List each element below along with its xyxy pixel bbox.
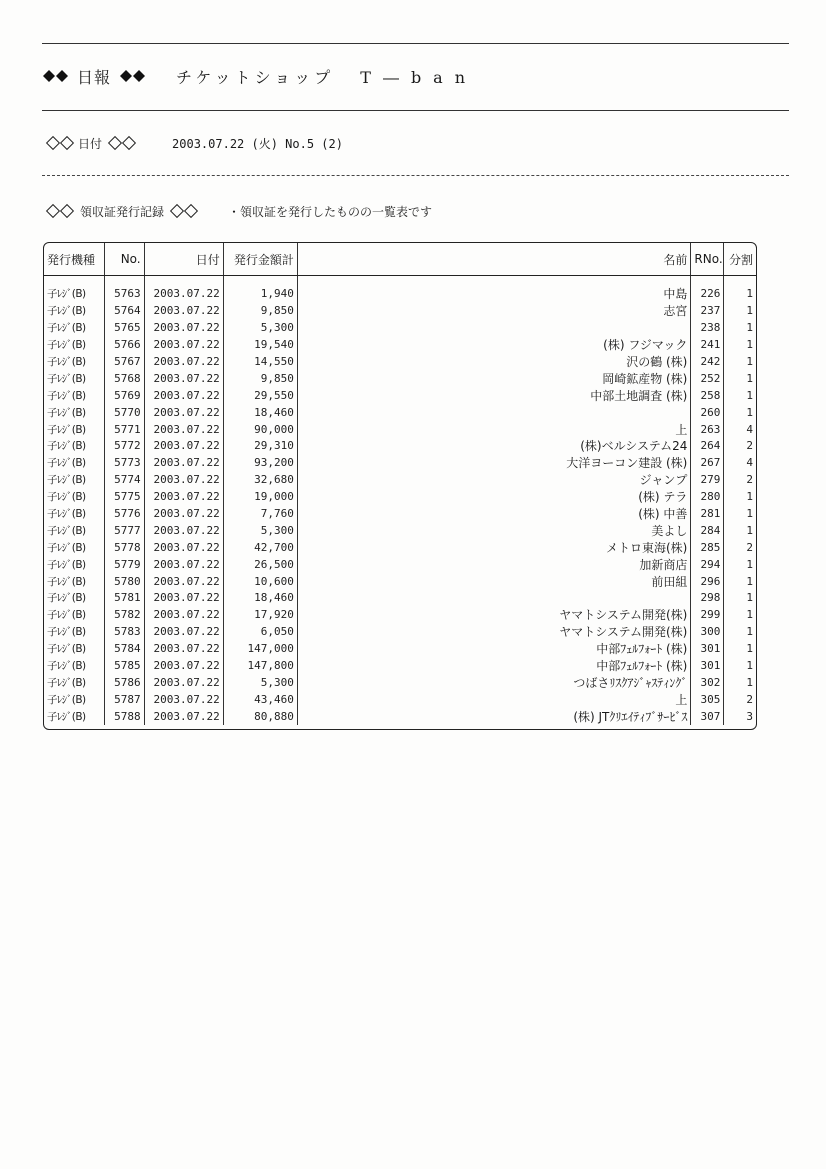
- cell-date: 2003.07.22: [144, 337, 223, 354]
- cell-rno: 301: [691, 658, 724, 675]
- date-label: 日付: [78, 137, 103, 151]
- cell-no: 5780: [104, 573, 144, 590]
- cell-name: [297, 320, 691, 337]
- cell-no: 5782: [104, 607, 144, 624]
- cell-date: 2003.07.22: [144, 455, 223, 472]
- cell-date: 2003.07.22: [144, 303, 223, 320]
- cell-no: 5765: [104, 320, 144, 337]
- cell-kind: 子ﾚｼﾞ(B): [44, 522, 104, 539]
- white-diamond-icon: [46, 205, 74, 219]
- cell-amount: 7,760: [223, 506, 297, 523]
- cell-no: 5781: [104, 590, 144, 607]
- cell-kind: 子ﾚｼﾞ(B): [44, 276, 104, 303]
- cell-amount: 1,940: [223, 276, 297, 303]
- cell-no: 5787: [104, 691, 144, 708]
- cell-no: 5774: [104, 472, 144, 489]
- cell-kind: 子ﾚｼﾞ(B): [44, 438, 104, 455]
- cell-name: 美よし: [297, 522, 691, 539]
- cell-date: 2003.07.22: [144, 658, 223, 675]
- table-row: [44, 506, 756, 523]
- table-row: [44, 438, 756, 455]
- table-row: [44, 276, 756, 303]
- cell-amount: 19,000: [223, 489, 297, 506]
- column-header-amount: 発行金額計: [223, 243, 297, 276]
- cell-date: 2003.07.22: [144, 624, 223, 641]
- report-label: 日報: [77, 67, 112, 87]
- cell-amount: 147,800: [223, 658, 297, 675]
- white-diamond-icon: [46, 137, 74, 151]
- cell-rno: 294: [691, 556, 724, 573]
- cell-name: ヤマトシステム開発(株): [297, 607, 691, 624]
- cell-split: 1: [746, 675, 753, 689]
- cell-split: 2: [746, 540, 753, 554]
- table-row: [44, 708, 756, 725]
- cell-date: 2003.07.22: [144, 506, 223, 523]
- cell-kind: 子ﾚｼﾞ(B): [44, 354, 104, 371]
- date-value: 2003.07.22 (火) No.5 (2): [172, 137, 343, 151]
- cell-no: 5785: [104, 658, 144, 675]
- cell-split: 1: [746, 642, 753, 656]
- table-row: [44, 590, 756, 607]
- cell-split: 1: [746, 355, 753, 368]
- column-header-name: 名前: [297, 243, 691, 276]
- cell-kind: 子ﾚｼﾞ(B): [44, 539, 104, 556]
- table-row: [44, 404, 756, 421]
- shop-name: [176, 65, 477, 88]
- cell-split: 1: [746, 659, 753, 673]
- cell-name: 沢の鶴 (株): [297, 354, 691, 371]
- cell-split: 1: [746, 338, 753, 352]
- cell-rno: 241: [691, 337, 724, 354]
- cell-no: 5764: [104, 303, 144, 320]
- cell-name: (株)ベルシステム24: [297, 438, 691, 455]
- cell-kind: 子ﾚｼﾞ(B): [44, 573, 104, 590]
- cell-date: 2003.07.22: [144, 320, 223, 337]
- cell-rno: 298: [691, 590, 724, 607]
- cell-kind: 子ﾚｼﾞ(B): [44, 489, 104, 506]
- cell-no: 5779: [104, 556, 144, 573]
- cell-name: 中部ﾌｪﾙﾌｫｰﾄ (株): [297, 658, 691, 675]
- cell-date: 2003.07.22: [144, 370, 223, 387]
- cell-rno: 260: [691, 404, 724, 421]
- cell-split: 1: [746, 304, 753, 318]
- table-row: [44, 522, 756, 539]
- cell-date: 2003.07.22: [144, 573, 223, 590]
- cell-rno: 264: [691, 438, 724, 455]
- cell-split: 3: [746, 709, 753, 723]
- cell-no: 5786: [104, 674, 144, 691]
- cell-rno: 238: [691, 320, 724, 337]
- cell-split: 1: [746, 591, 753, 605]
- cell-amount: 10,600: [223, 573, 297, 590]
- top-rule: [42, 43, 789, 44]
- cell-name: 中島: [297, 276, 691, 303]
- cell-name: (株) フジマック: [297, 337, 691, 354]
- white-diamond-icon: [108, 137, 136, 151]
- table-body: [44, 276, 756, 726]
- cell-kind: 子ﾚｼﾞ(B): [44, 708, 104, 725]
- cell-rno: 237: [691, 303, 724, 320]
- cell-date: 2003.07.22: [144, 556, 223, 573]
- column-header-split: 分割: [724, 243, 756, 276]
- table-row: [44, 691, 756, 708]
- table-row: [44, 573, 756, 590]
- cell-amount: 42,700: [223, 539, 297, 556]
- cell-kind: 子ﾚｼﾞ(B): [44, 556, 104, 573]
- table-row: [44, 641, 756, 658]
- table-row: [44, 472, 756, 489]
- cell-date: 2003.07.22: [144, 641, 223, 658]
- cell-kind: 子ﾚｼﾞ(B): [44, 472, 104, 489]
- cell-name: 中部土地調査 (株): [297, 387, 691, 404]
- table-row: [44, 556, 756, 573]
- cell-name: [297, 590, 691, 607]
- cell-split: 1: [746, 321, 753, 335]
- cell-split: 1: [746, 371, 753, 385]
- cell-no: 5775: [104, 489, 144, 506]
- cell-kind: 子ﾚｼﾞ(B): [44, 303, 104, 320]
- cell-amount: 90,000: [223, 421, 297, 438]
- table-row: [44, 303, 756, 320]
- cell-kind: 子ﾚｼﾞ(B): [44, 624, 104, 641]
- table-row: [44, 539, 756, 556]
- cell-no: 5769: [104, 387, 144, 404]
- cell-amount: 29,550: [223, 387, 297, 404]
- cell-date: 2003.07.22: [144, 522, 223, 539]
- cell-rno: 305: [691, 691, 724, 708]
- cell-amount: 93,200: [223, 455, 297, 472]
- cell-no: 5777: [104, 522, 144, 539]
- cell-split: 2: [746, 692, 753, 706]
- cell-split: 2: [746, 473, 753, 487]
- table-row: [44, 370, 756, 387]
- column-header-no: No.: [104, 243, 144, 276]
- cell-kind: 子ﾚｼﾞ(B): [44, 404, 104, 421]
- table-row: [44, 337, 756, 354]
- receipt-table: [43, 242, 757, 730]
- cell-date: 2003.07.22: [144, 607, 223, 624]
- column-header-kind: 発行機種: [44, 243, 104, 276]
- cell-date: 2003.07.22: [144, 539, 223, 556]
- cell-amount: 5,300: [223, 674, 297, 691]
- white-diamond-icon: [170, 205, 198, 219]
- cell-date: 2003.07.22: [144, 489, 223, 506]
- black-diamond-icon: [44, 71, 67, 81]
- cell-kind: 子ﾚｼﾞ(B): [44, 421, 104, 438]
- cell-rno: 226: [691, 276, 724, 303]
- cell-no: 5773: [104, 455, 144, 472]
- report-title-row: [44, 62, 477, 90]
- cell-amount: 43,460: [223, 691, 297, 708]
- cell-rno: 281: [691, 506, 724, 523]
- cell-split: 1: [746, 490, 753, 504]
- cell-date: 2003.07.22: [144, 276, 223, 303]
- cell-rno: 285: [691, 539, 724, 556]
- cell-date: 2003.07.22: [144, 708, 223, 725]
- cell-date: 2003.07.22: [144, 354, 223, 371]
- cell-kind: 子ﾚｼﾞ(B): [44, 658, 104, 675]
- cell-no: 5784: [104, 641, 144, 658]
- cell-amount: 26,500: [223, 556, 297, 573]
- cell-kind: 子ﾚｼﾞ(B): [44, 607, 104, 624]
- cell-rno: 299: [691, 607, 724, 624]
- cell-rno: 307: [691, 708, 724, 725]
- table-row: [44, 455, 756, 472]
- cell-rno: 302: [691, 674, 724, 691]
- cell-split: 1: [746, 405, 753, 419]
- column-header-date: 日付: [144, 243, 223, 276]
- cell-amount: 14,550: [223, 354, 297, 371]
- black-diamond-icon: [121, 71, 144, 81]
- cell-amount: 9,850: [223, 303, 297, 320]
- cell-date: 2003.07.22: [144, 438, 223, 455]
- cell-kind: 子ﾚｼﾞ(B): [44, 590, 104, 607]
- cell-amount: 18,460: [223, 404, 297, 421]
- cell-rno: 296: [691, 573, 724, 590]
- cell-amount: 29,310: [223, 438, 297, 455]
- section-description: ・領収証を発行したものの一覧表です: [228, 205, 433, 219]
- cell-no: 5772: [104, 438, 144, 455]
- cell-no: 5763: [104, 276, 144, 303]
- cell-name: 中部ﾌｪﾙﾌｫｰﾄ (株): [297, 641, 691, 658]
- shop-name-latin: T―ban: [360, 67, 478, 87]
- cell-rno: 280: [691, 489, 724, 506]
- cell-no: 5771: [104, 421, 144, 438]
- cell-kind: 子ﾚｼﾞ(B): [44, 387, 104, 404]
- table-row: [44, 354, 756, 371]
- cell-split: 4: [746, 456, 753, 470]
- cell-name: [297, 404, 691, 421]
- cell-amount: 147,000: [223, 641, 297, 658]
- cell-rno: 252: [691, 370, 724, 387]
- cell-kind: 子ﾚｼﾞ(B): [44, 337, 104, 354]
- shop-name-kana: チケットショップ: [176, 67, 335, 87]
- cell-no: 5766: [104, 337, 144, 354]
- cell-name: ジャンプ: [297, 472, 691, 489]
- cell-split: 4: [746, 422, 753, 436]
- cell-rno: 301: [691, 641, 724, 658]
- cell-split: 1: [746, 625, 753, 639]
- cell-kind: 子ﾚｼﾞ(B): [44, 641, 104, 658]
- cell-kind: 子ﾚｼﾞ(B): [44, 320, 104, 337]
- cell-kind: 子ﾚｼﾞ(B): [44, 455, 104, 472]
- table-row: [44, 421, 756, 438]
- cell-split: 1: [746, 574, 753, 588]
- cell-amount: 80,880: [223, 708, 297, 725]
- cell-no: 5776: [104, 506, 144, 523]
- cell-rno: 258: [691, 387, 724, 404]
- cell-date: 2003.07.22: [144, 590, 223, 607]
- cell-rno: 279: [691, 472, 724, 489]
- cell-split: 1: [746, 557, 753, 571]
- cell-split: 1: [746, 388, 753, 402]
- cell-amount: 5,300: [223, 320, 297, 337]
- cell-name: 岡崎鉱産物 (株): [297, 370, 691, 387]
- cell-split: 2: [746, 439, 753, 453]
- table-row: [44, 489, 756, 506]
- cell-name: (株) 中善: [297, 506, 691, 523]
- cell-rno: 242: [691, 354, 724, 371]
- cell-amount: 6,050: [223, 624, 297, 641]
- cell-date: 2003.07.22: [144, 421, 223, 438]
- cell-kind: 子ﾚｼﾞ(B): [44, 506, 104, 523]
- dashed-divider: [42, 175, 789, 176]
- cell-no: 5768: [104, 370, 144, 387]
- table-row: [44, 674, 756, 691]
- cell-rno: 263: [691, 421, 724, 438]
- cell-date: 2003.07.22: [144, 404, 223, 421]
- column-header-rno: RNo.: [691, 243, 724, 276]
- cell-amount: 17,920: [223, 607, 297, 624]
- cell-no: 5770: [104, 404, 144, 421]
- table-row: [44, 607, 756, 624]
- cell-amount: 18,460: [223, 590, 297, 607]
- table-row: [44, 320, 756, 337]
- cell-date: 2003.07.22: [144, 387, 223, 404]
- cell-no: 5783: [104, 624, 144, 641]
- table-row: [44, 624, 756, 641]
- cell-name: 上: [297, 421, 691, 438]
- cell-name: 大洋ヨーコン建設 (株): [297, 455, 691, 472]
- cell-name: メトロ東海(株): [297, 539, 691, 556]
- cell-kind: 子ﾚｼﾞ(B): [44, 674, 104, 691]
- cell-kind: 子ﾚｼﾞ(B): [44, 691, 104, 708]
- cell-date: 2003.07.22: [144, 691, 223, 708]
- section-heading: [46, 203, 432, 220]
- cell-no: 5788: [104, 708, 144, 725]
- cell-name: (株) テラ: [297, 489, 691, 506]
- table-row: [44, 658, 756, 675]
- cell-no: 5778: [104, 539, 144, 556]
- date-line: [46, 135, 343, 152]
- cell-amount: 19,540: [223, 337, 297, 354]
- cell-amount: 32,680: [223, 472, 297, 489]
- section-title: 領収証発行記録: [80, 205, 165, 219]
- cell-split: 1: [746, 523, 753, 537]
- cell-split: 1: [746, 507, 753, 521]
- middle-rule: [42, 110, 789, 111]
- cell-amount: 5,300: [223, 522, 297, 539]
- cell-date: 2003.07.22: [144, 472, 223, 489]
- cell-name: つばさﾘｽｸｱｼﾞｬｽﾃｨﾝｸﾞ: [297, 674, 691, 691]
- cell-name: 志宮: [297, 303, 691, 320]
- table-header-row: [44, 243, 756, 276]
- cell-name: 加新商店: [297, 556, 691, 573]
- table-row: [44, 387, 756, 404]
- cell-name: 前田組: [297, 573, 691, 590]
- cell-rno: 284: [691, 522, 724, 539]
- cell-no: 5767: [104, 354, 144, 371]
- cell-name: 上: [297, 691, 691, 708]
- cell-rno: 300: [691, 624, 724, 641]
- cell-split: 1: [746, 287, 753, 301]
- cell-amount: 9,850: [223, 370, 297, 387]
- cell-date: 2003.07.22: [144, 674, 223, 691]
- cell-rno: 267: [691, 455, 724, 472]
- cell-name: (株) JTｸﾘｴｲﾃｨﾌﾞｻｰﾋﾞｽ: [297, 708, 691, 725]
- cell-split: 1: [746, 608, 753, 622]
- cell-name: ヤマトシステム開発(株): [297, 624, 691, 641]
- cell-kind: 子ﾚｼﾞ(B): [44, 370, 104, 387]
